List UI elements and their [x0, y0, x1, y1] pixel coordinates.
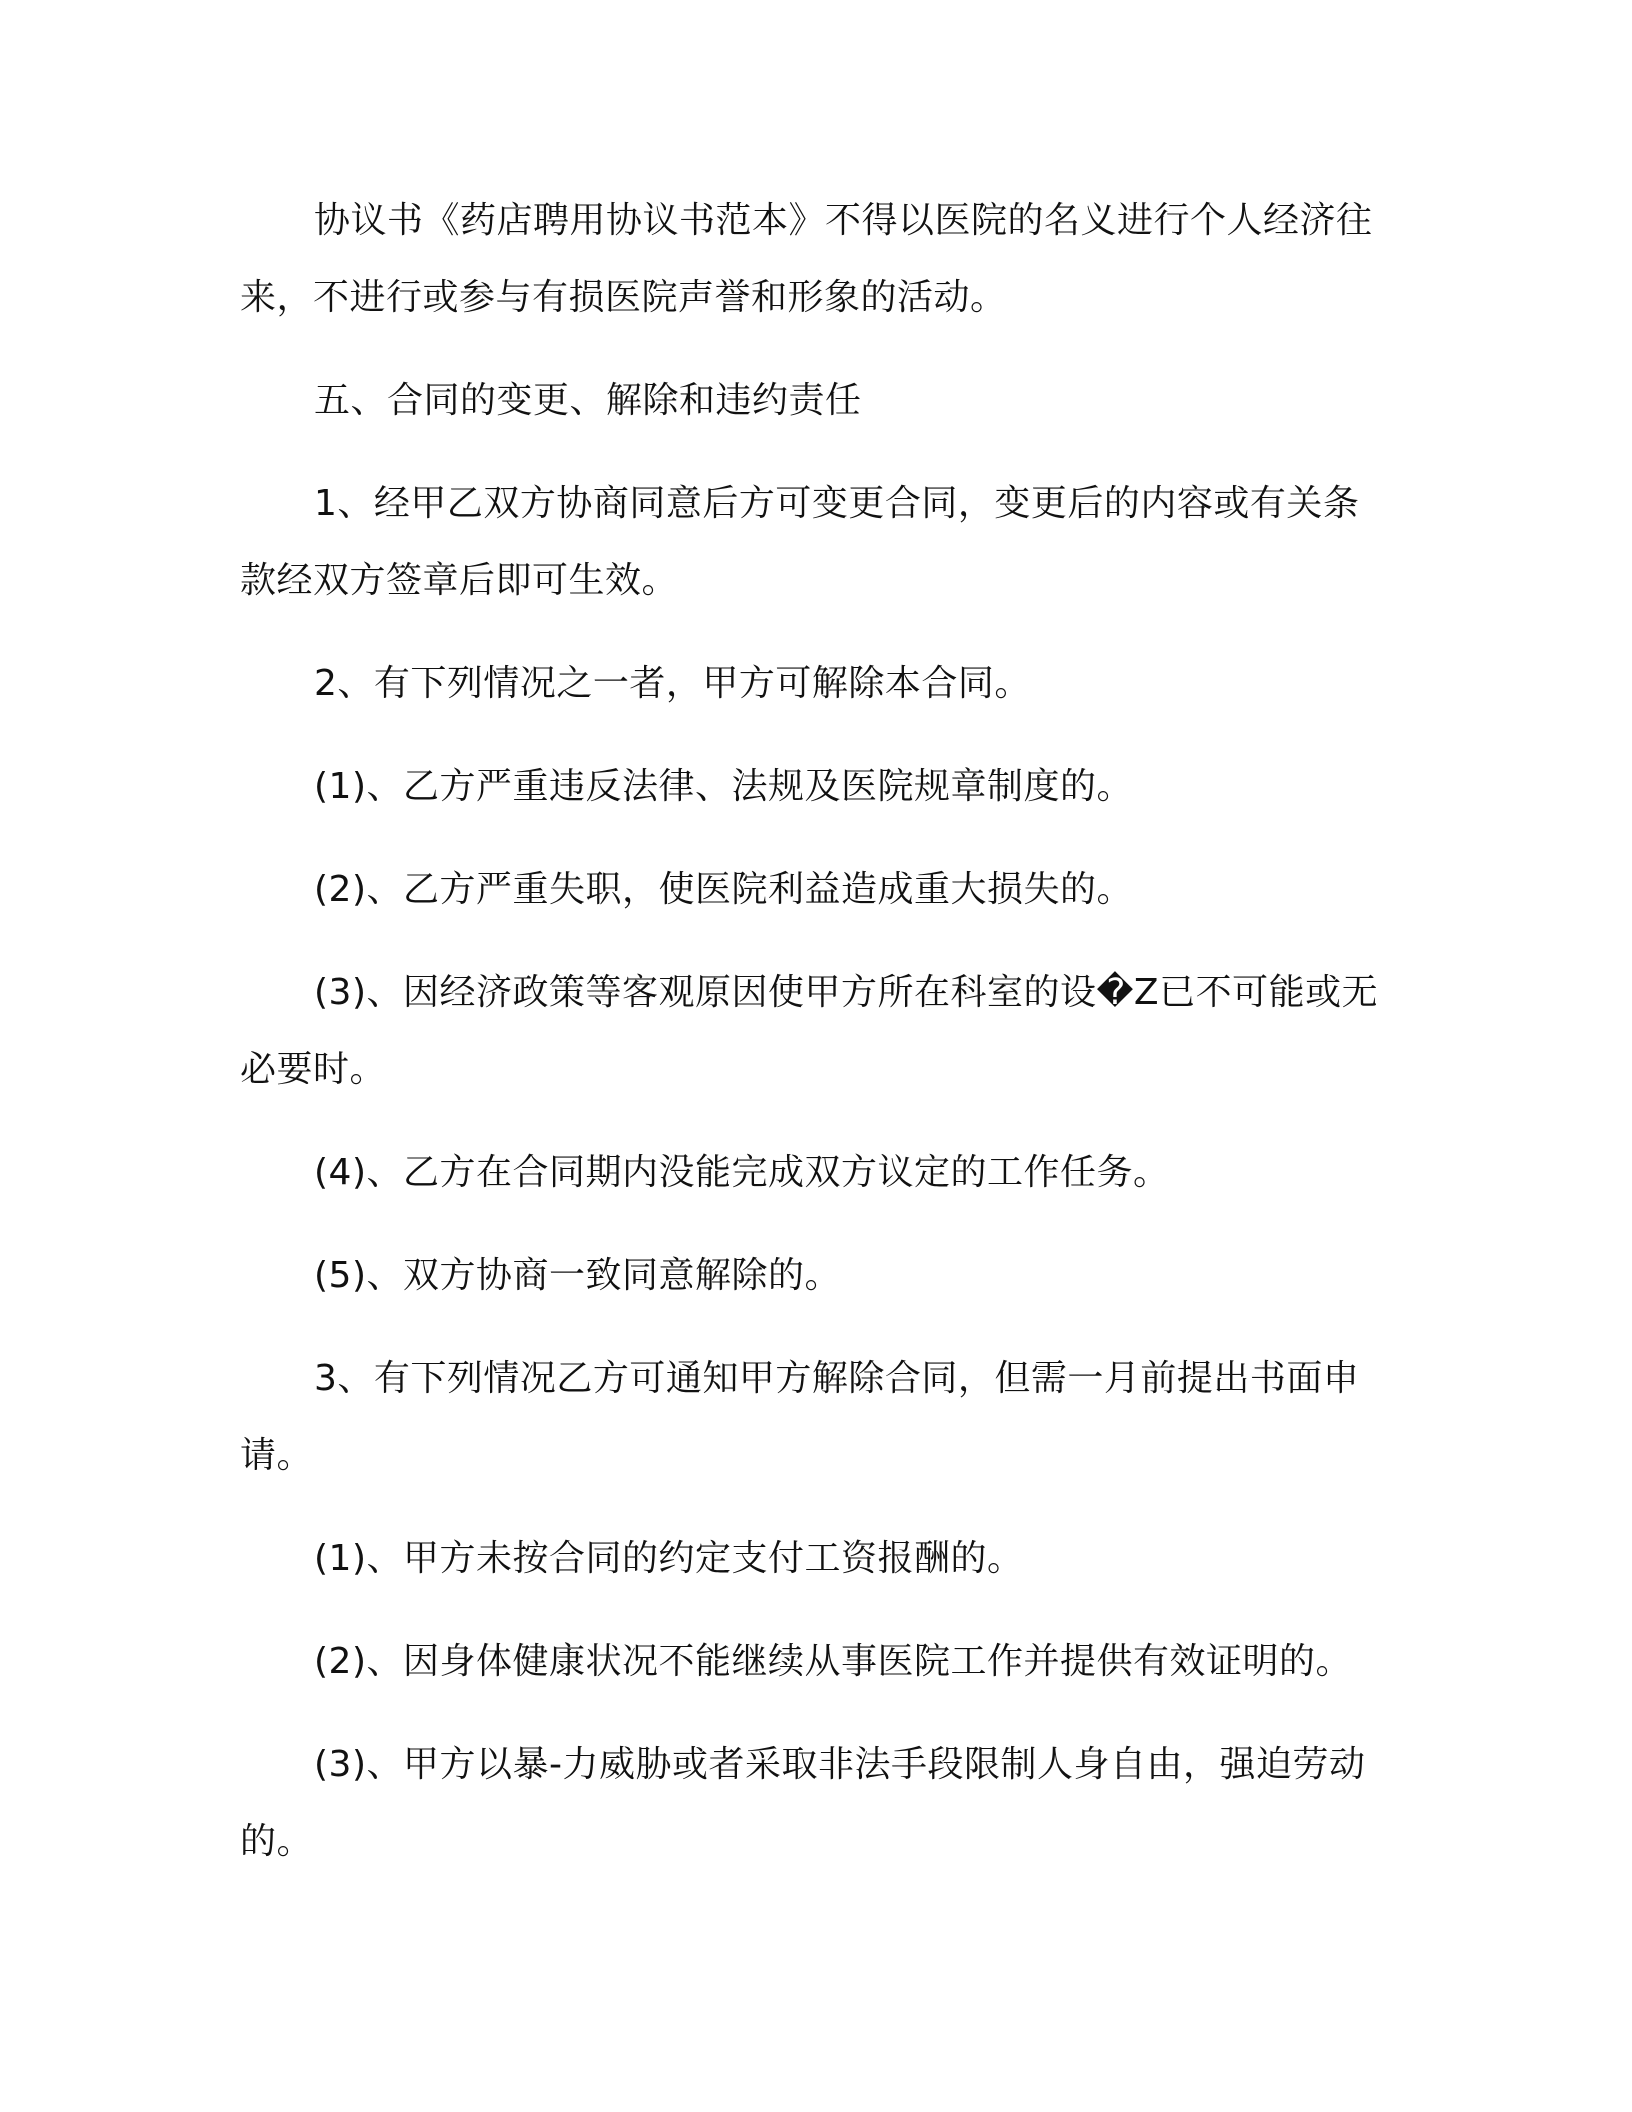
clause-1: 1、经甲乙双方协商同意后方可变更合同，变更后的内容或有关条款经双方签章后即可生效。 — [240, 483, 1360, 601]
clause-2-item-1: (1)、乙方严重违反法律、法规及医院规章制度的。 — [314, 766, 1133, 807]
section-heading-5: 五、合同的变更、解除和违约责任 — [314, 380, 862, 421]
clause-2: 2、有下列情况之一者，甲方可解除本合同。 — [314, 663, 1031, 704]
clause-2-item-2: (2)、乙方严重失职，使医院利益造成重大损失的。 — [314, 869, 1133, 910]
clause-3: 3、有下列情况乙方可通知甲方解除合同，但需一月前提出书面申请。 — [240, 1358, 1360, 1476]
clause-3-item-1: (1)、甲方未按合同的约定支付工资报酬的。 — [314, 1538, 1024, 1579]
paragraph-1: 协议书《药店聘用协议书范本》不得以医院的名义进行个人经济往来，不进行或参与有损医院声誉和形象的活动。 — [240, 200, 1373, 318]
clause-2-item-3: (3)、因经济政策等客观原因使甲方所在科室的设�Z已不可能或无必要时。 — [240, 972, 1379, 1090]
document-body — [240, 182, 1380, 1880]
clause-3-item-3: (3)、甲方以暴-力威胁或者采取非法手段限制人身自由，强迫劳动的。 — [240, 1744, 1366, 1862]
clause-2-item-5: (5)、双方协商一致同意解除的。 — [314, 1255, 841, 1296]
clause-3-item-2: (2)、因身体健康状况不能继续从事医院工作并提供有效证明的。 — [314, 1641, 1352, 1682]
clause-2-item-4: (4)、乙方在合同期内没能完成双方议定的工作任务。 — [314, 1152, 1170, 1193]
